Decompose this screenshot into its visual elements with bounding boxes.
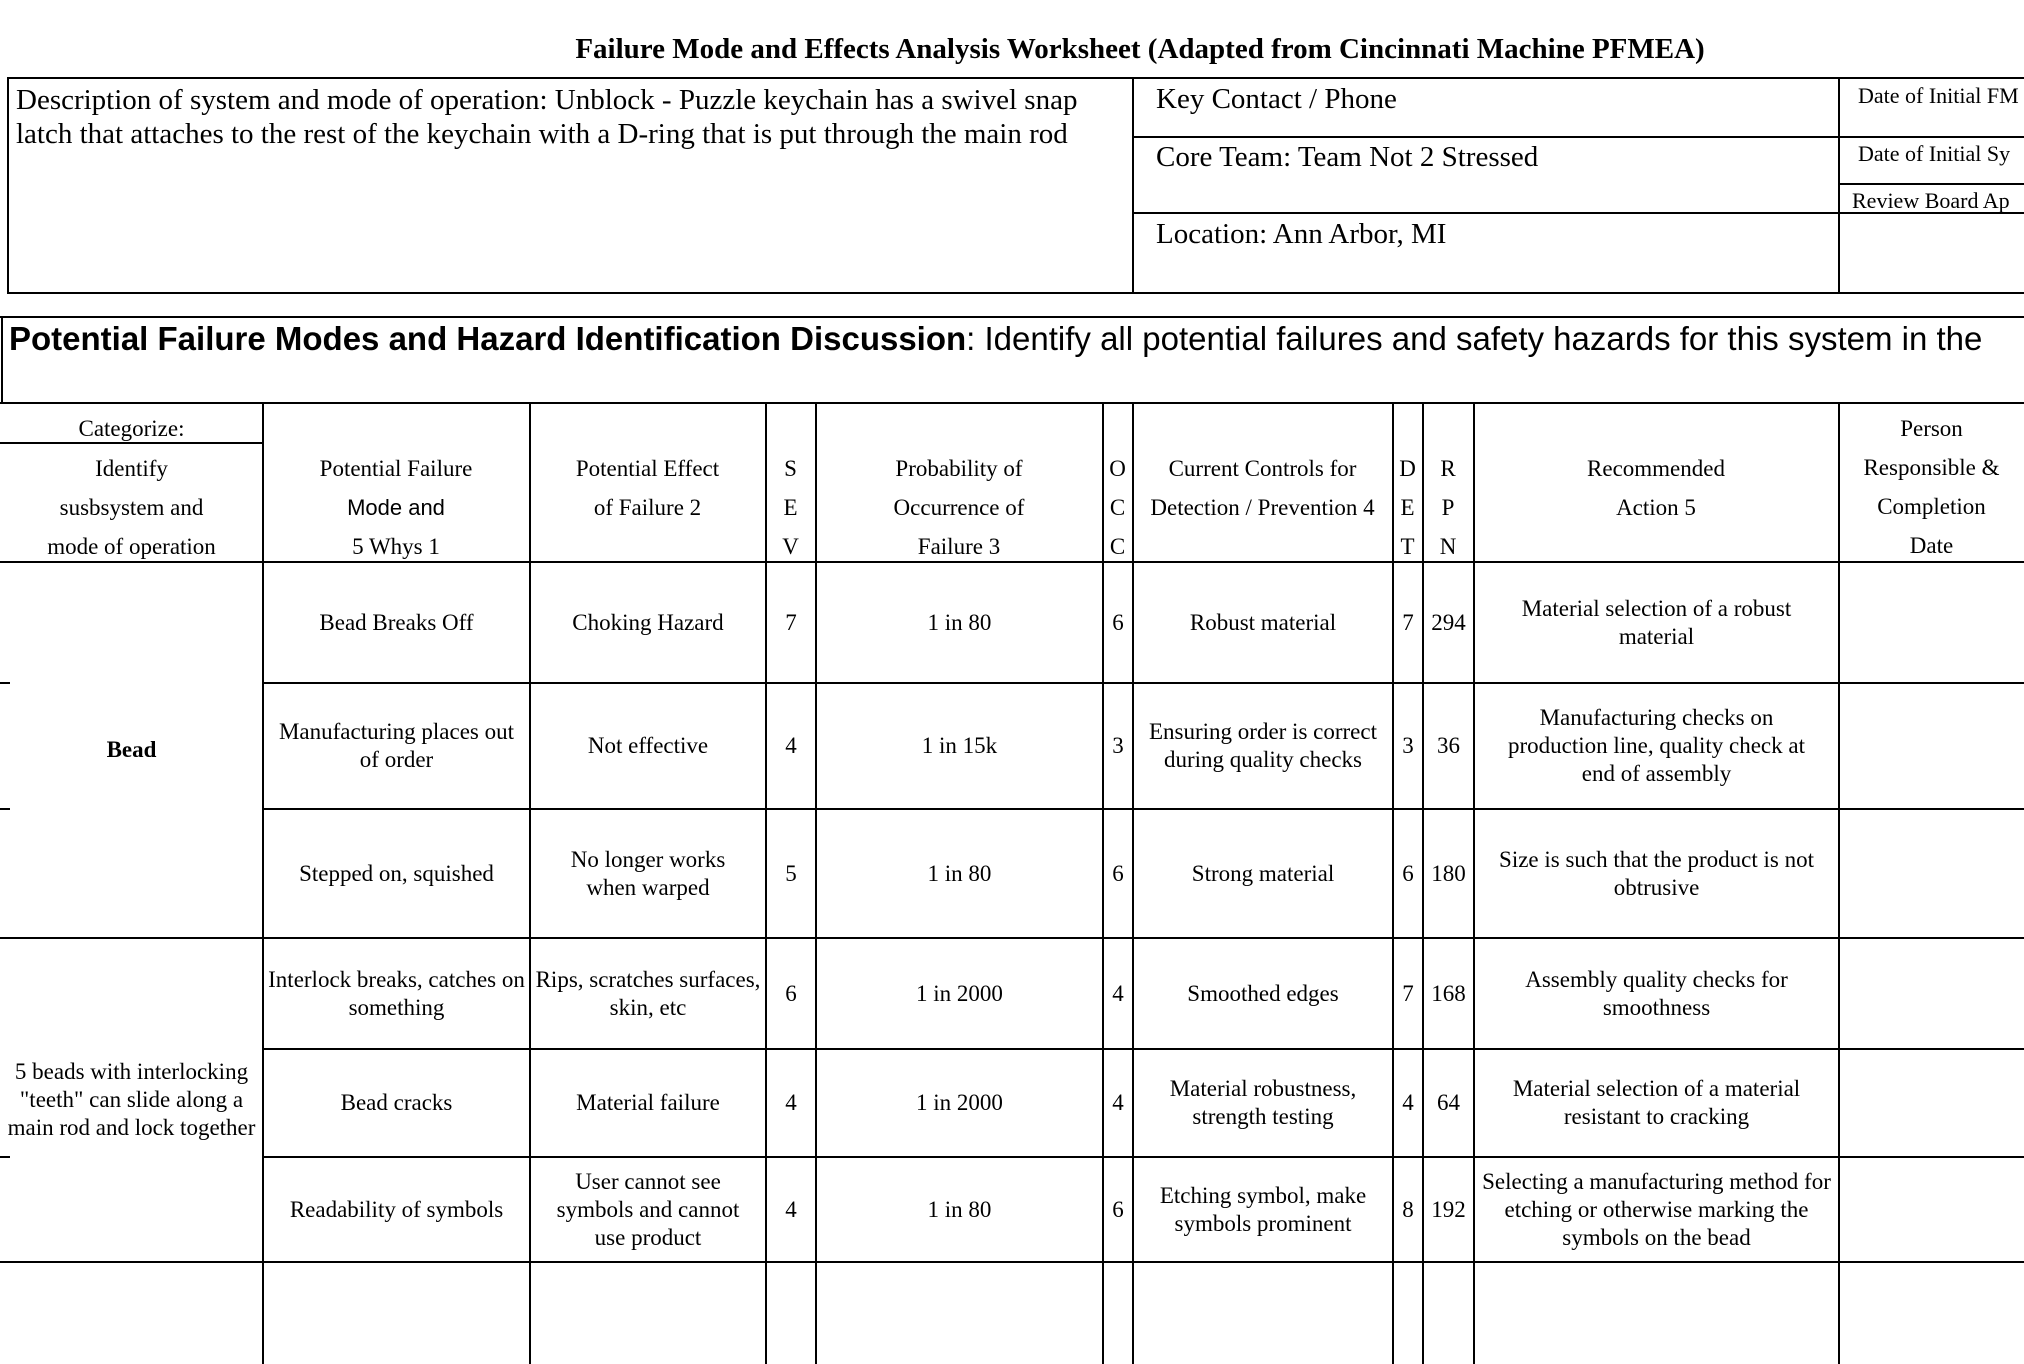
row-3-det: 6: [1402, 860, 1414, 886]
row-3-controls: Strong material: [1191, 860, 1335, 886]
row-4-probability: 1 in 2000: [916, 980, 1003, 1006]
row-5-controls: Material robustness, strength testing: [1169, 1076, 1357, 1129]
header-bottom-border: [7, 292, 2024, 294]
row-1-sev: 7: [785, 609, 797, 635]
group-bead: Bead: [106, 737, 157, 762]
row-6-occ: 6: [1112, 1196, 1124, 1222]
row-3-occ: 6: [1112, 860, 1124, 886]
row-5-sev: 4: [785, 1090, 797, 1115]
header-rpn-p: P: [1441, 494, 1455, 520]
discussion-heading: Potential Failure Modes and Hazard Identification Discussion: [9, 320, 967, 357]
row-1-effect: Choking Hazard: [572, 609, 724, 635]
row-4-det: 7: [1402, 980, 1414, 1006]
header-occ-c2: C: [1109, 533, 1126, 559]
row-1-rpn: 294: [1431, 609, 1466, 635]
review-board-approval: Review Board Ap: [1852, 188, 2010, 213]
row-5-person[interactable]: [1839, 1050, 2024, 1156]
row-5-action: Material selection of a material resistant to cracking: [1512, 1076, 1801, 1129]
header-effect-line-2: of Failure 2: [593, 495, 702, 520]
row-4-action: Assembly quality checks for smoothness: [1525, 966, 1788, 1020]
header-det-e: E: [1400, 494, 1415, 520]
header-rpn: [1423, 449, 1473, 565]
row-4-failure: Interlock breaks, catches on something: [268, 966, 525, 1020]
row-1-occ: 6: [1112, 609, 1124, 635]
row-4-rpn: 168: [1431, 980, 1466, 1006]
core-team-label: Core Team: Team Not 2 Stressed: [1156, 141, 1539, 173]
row-1-controls: Robust material: [1189, 609, 1337, 635]
header-occ-o: O: [1109, 455, 1126, 481]
row-2-det: 3: [1402, 733, 1414, 758]
location-label: Location: Ann Arbor, MI: [1156, 218, 1447, 250]
header-person-line-1: Person: [1900, 416, 1963, 441]
header-left-border: [7, 77, 9, 294]
row-2-probability: 1 in 15k: [921, 733, 998, 758]
row-1-det: 7: [1402, 609, 1414, 635]
header-sev-v: V: [782, 533, 799, 559]
header-sev-e: E: [783, 494, 798, 520]
row-2-controls: Ensuring order is correct during quality checks: [1148, 719, 1377, 772]
header-probability-line-3: Failure 3: [917, 533, 1001, 559]
row-1-failure: Bead Breaks Off: [319, 609, 474, 635]
header-divider-1: [1132, 77, 1134, 294]
row-3-person[interactable]: [1839, 810, 2024, 937]
row-2-action: Manufacturing checks on production line, quality check at end of assembly: [1508, 705, 1805, 786]
row-6-det: 8: [1402, 1196, 1414, 1222]
header-effect-line-1: Potential Effect: [575, 456, 720, 481]
row-3-probability: 1 in 80: [927, 860, 992, 886]
row-5-failure: Bead cracks: [340, 1090, 453, 1115]
header-action-line-2: Action 5: [1616, 495, 1696, 520]
header-categorize-line-1: Identify: [95, 455, 168, 481]
row-1-probability: 1 in 80: [927, 609, 992, 635]
row-6-rpn: 192: [1431, 1196, 1466, 1222]
row-3-sev: 5: [785, 860, 797, 886]
header-sev-s: S: [784, 455, 797, 481]
header-action: [1474, 449, 1838, 527]
discussion-text: [9, 318, 1982, 360]
row-2-failure: Manufacturing places out of order: [278, 719, 515, 772]
row-6-sev: 4: [785, 1196, 797, 1222]
header-occ: [1103, 449, 1132, 565]
row-6-controls: Etching symbol, make symbols prominent: [1159, 1182, 1367, 1236]
header-person-line-4: Date: [1909, 533, 1954, 558]
row-3-effect: No longer works when warped: [570, 846, 726, 900]
header-divider-2: [1838, 77, 1840, 294]
row-1-action: Material selection of a robust material: [1521, 595, 1792, 649]
row-5-det: 4: [1402, 1090, 1414, 1115]
header-controls: [1133, 449, 1392, 527]
header-probability-line-2: Occurrence of: [893, 494, 1025, 520]
row-3-rpn: 180: [1431, 860, 1466, 886]
row-6-action: Selecting a manufacturing method for etching or otherwise marking the symbols on the bead: [1482, 1168, 1831, 1250]
header-action-line-1: Recommended: [1587, 456, 1725, 481]
header-det-t: T: [1400, 533, 1415, 559]
header-failure-mode-line-1: Potential Failure: [319, 455, 473, 481]
row-2-person[interactable]: [1839, 684, 2024, 808]
header-categorize: [0, 449, 263, 565]
row-4-sev: 6: [785, 980, 797, 1006]
row-1-person[interactable]: [1839, 563, 2024, 682]
row-3-action: Size is such that the product is not obtrusive: [1499, 846, 1814, 900]
row-6-failure: Readability of symbols: [289, 1196, 504, 1222]
row-4-effect: Rips, scratches surfaces, skin, etc: [535, 966, 761, 1020]
row-4-occ: 4: [1112, 980, 1124, 1006]
row-4-controls: Smoothed edges: [1187, 980, 1339, 1006]
group-interlocking-beads: 5 beads with interlocking "teeth" can slide along a main rod and lock together: [7, 1059, 256, 1140]
header-rpn-r: R: [1440, 455, 1456, 481]
system-description: Description of system and mode of operation: Unblock - Puzzle keychain has a swivel snap latch that attaches to the rest of the keychain with a D-ring that is put through the main rod: [16, 84, 1078, 150]
row-6-probability: 1 in 80: [927, 1196, 992, 1222]
header-hline-3: [1839, 183, 2024, 185]
row-6-effect: User cannot see symbols and cannot use product: [556, 1168, 740, 1250]
date-initial-fmea: Date of Initial FM: [1858, 83, 2019, 108]
header-occ-c1: C: [1109, 494, 1126, 520]
header-sev: [766, 449, 815, 565]
header-top-border: [7, 77, 2024, 79]
header-categorize-top: Categorize:: [78, 416, 185, 441]
header-probability-line-1: Probability of: [895, 455, 1023, 481]
grid-h-6: [0, 1261, 2024, 1263]
header-det-d: D: [1399, 455, 1416, 481]
header-failure-mode-line-3: 5 Whys 1: [352, 533, 440, 559]
header-failure-mode: [263, 449, 529, 565]
header-hline-1: [1133, 136, 2024, 138]
date-initial-system: Date of Initial Sy: [1858, 141, 2011, 166]
header-effect: [530, 449, 765, 527]
discussion-bottom-border: [0, 402, 2024, 404]
header-categorize-line-2: susbsystem and: [59, 494, 204, 520]
row-3-failure: Stepped on, squished: [299, 860, 494, 886]
worksheet-title: Failure Mode and Effects Analysis Worksheet (Adapted from Cincinnati Machine PFMEA): [575, 33, 1705, 65]
discussion-instruction: : Identify all potential failures and safety hazards for this system in the: [966, 320, 1983, 357]
row-5-rpn: 64: [1437, 1090, 1460, 1115]
key-contact-label: Key Contact / Phone: [1156, 83, 1397, 115]
header-failure-mode-line-2: Mode and: [347, 494, 445, 520]
row-2-effect: Not effective: [587, 733, 709, 758]
header-person-line-2: Responsible &: [1863, 455, 2000, 480]
row-4-person[interactable]: [1839, 939, 2024, 1048]
header-rpn-n: N: [1439, 533, 1457, 559]
row-5-effect: Material failure: [576, 1090, 720, 1115]
row-2-occ: 3: [1112, 733, 1124, 758]
header-person: [1839, 409, 2024, 565]
header-det: [1393, 449, 1422, 565]
header-probability: [816, 449, 1102, 565]
header-categorize-line-3: mode of operation: [47, 533, 216, 559]
header-person-line-3: Completion: [1877, 494, 1986, 519]
row-2-rpn: 36: [1437, 733, 1460, 758]
row-2-sev: 4: [785, 733, 797, 758]
discussion-left-border: [1, 316, 3, 404]
header-controls-line-1: Current Controls for: [1168, 456, 1357, 481]
header-controls-line-2: Detection / Prevention 4: [1150, 495, 1375, 520]
row-6-person[interactable]: [1839, 1158, 2024, 1261]
row-5-probability: 1 in 2000: [916, 1090, 1003, 1115]
row-5-occ: 4: [1112, 1090, 1124, 1115]
